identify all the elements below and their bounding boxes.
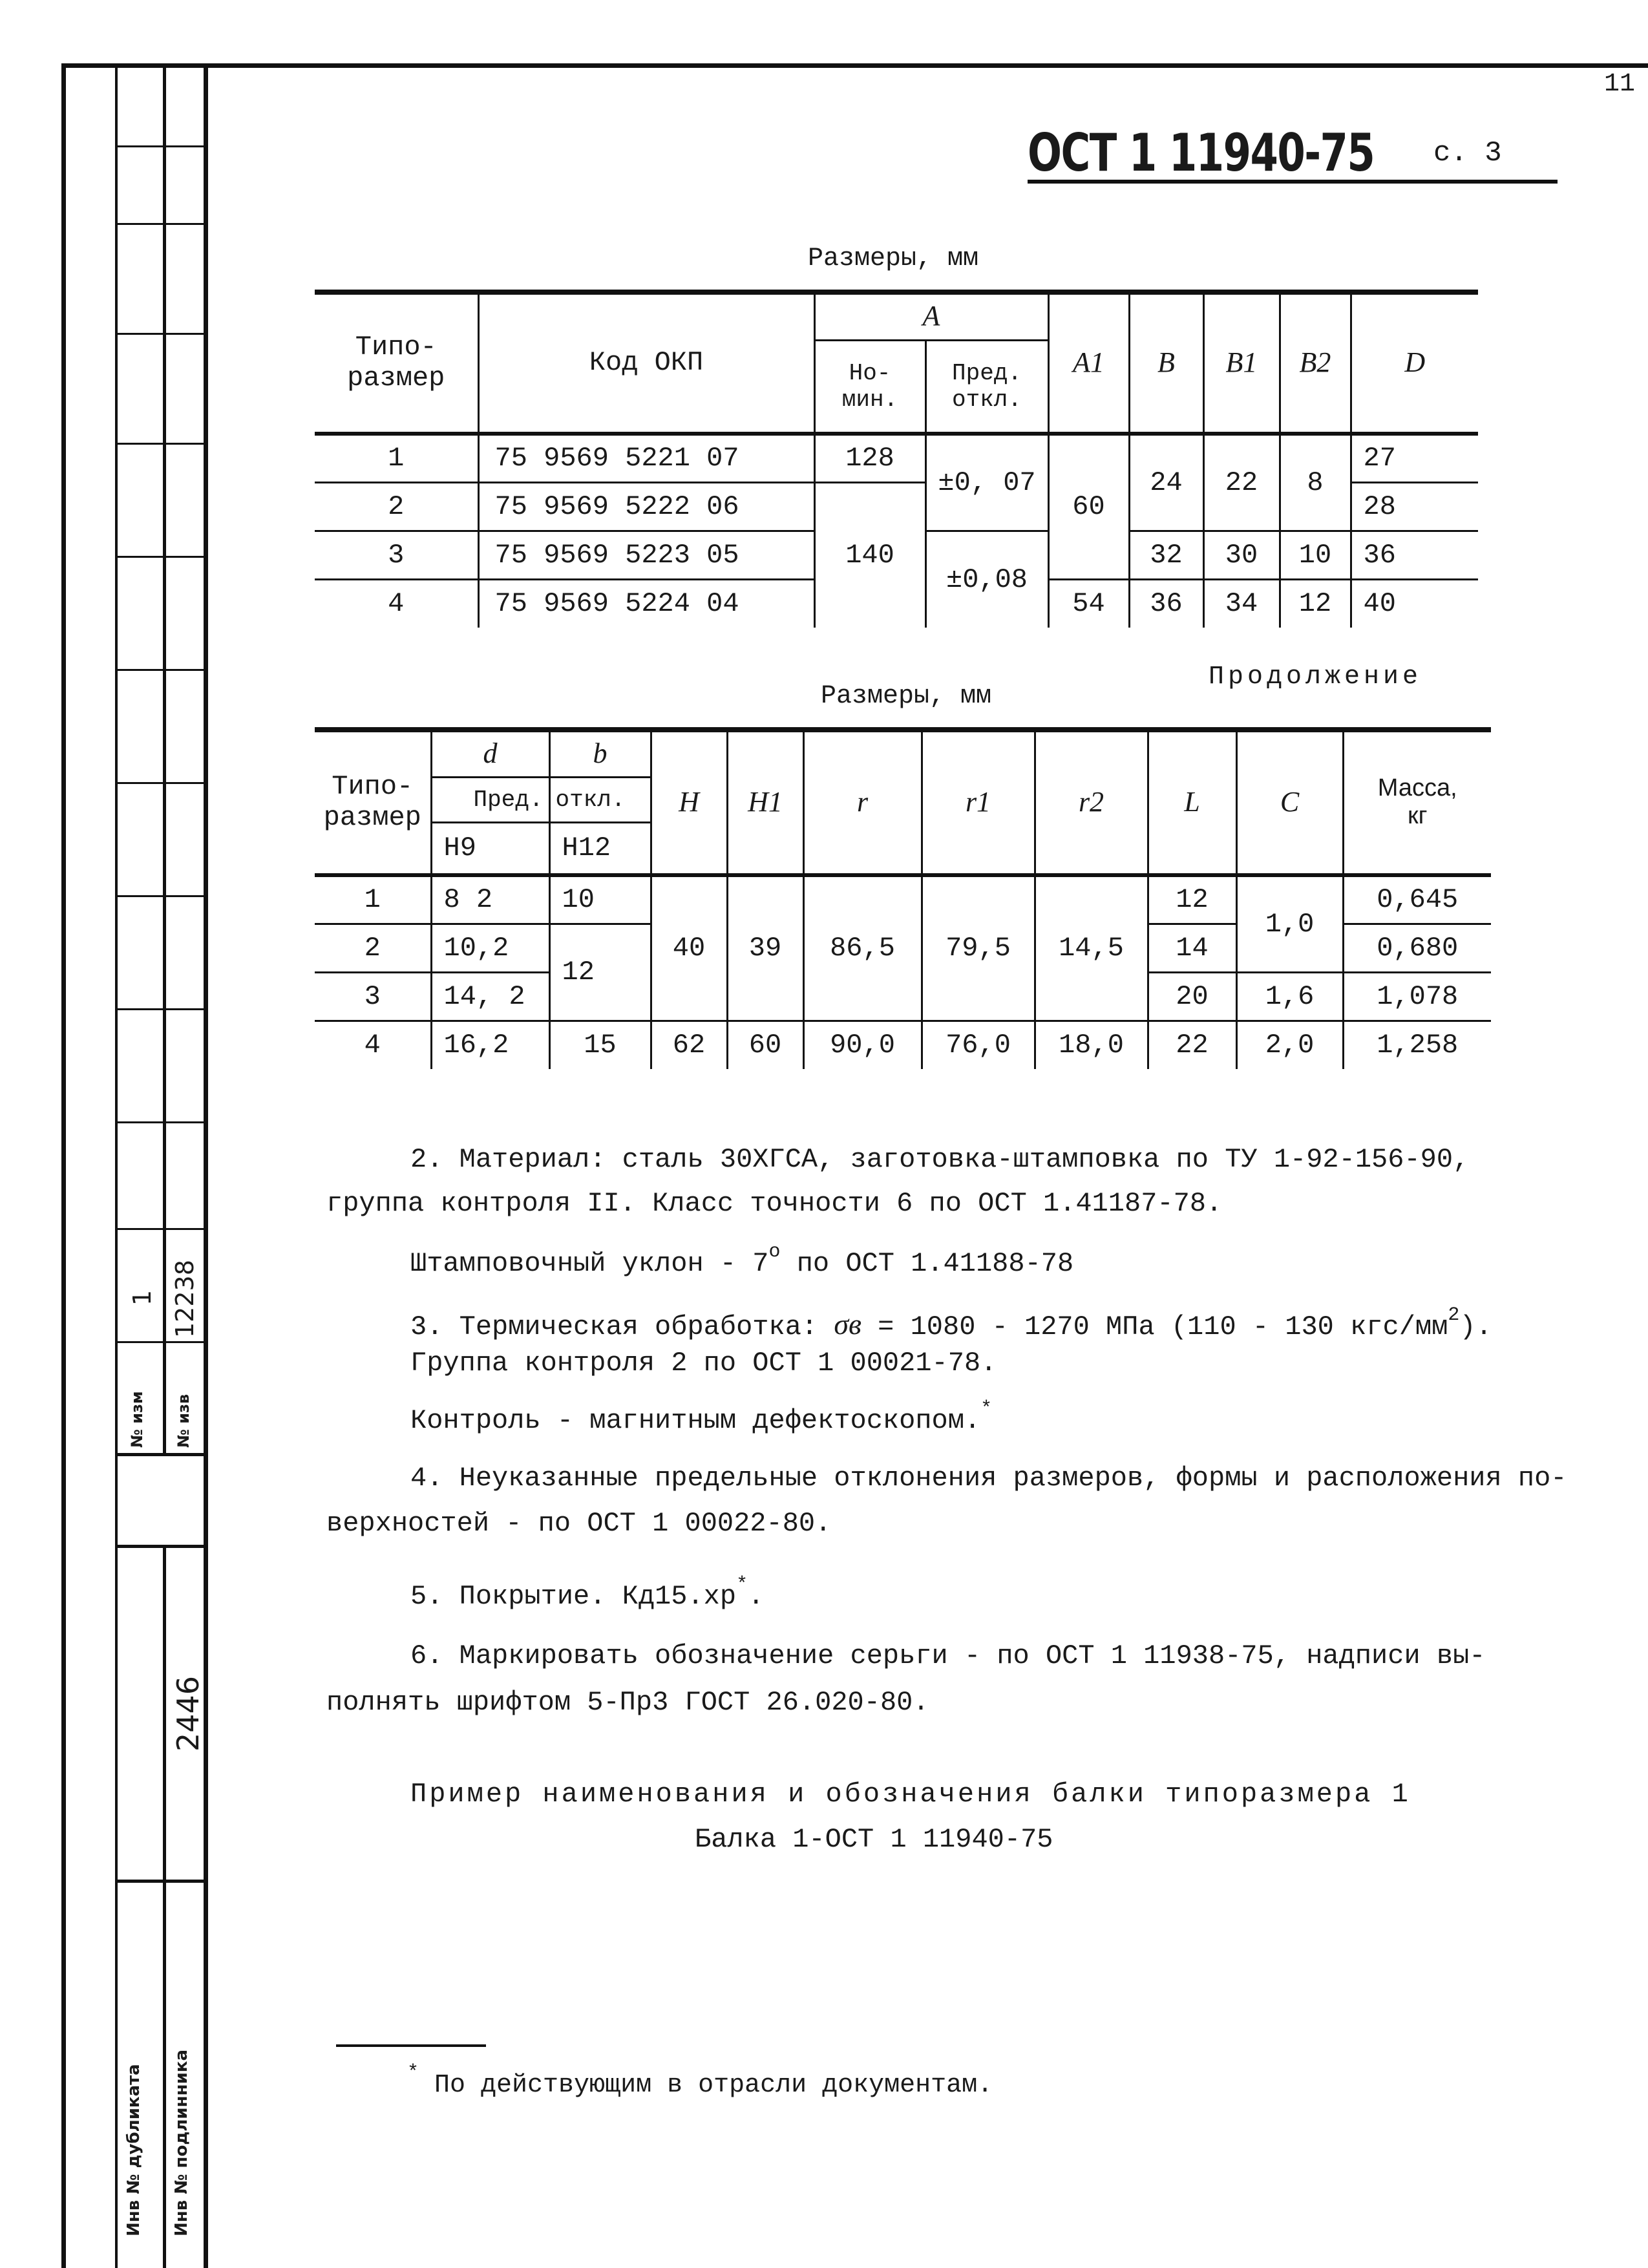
t2-r1-size: 1 [315, 875, 431, 924]
t1-header-A-deviation: Пред. откл. [925, 340, 1048, 434]
note-4-line-2: верхностей - по ОСТ 1 00022-80. [326, 1508, 832, 1539]
t1-r3-B2: 10 [1280, 531, 1351, 579]
t2-r3-d: 14, 2 [431, 972, 549, 1021]
table2-continuation: Продолжение [1209, 662, 1422, 692]
t1-r3-code: 75 9569 5223 05 [478, 531, 814, 579]
frame-left-border [61, 63, 66, 2268]
t2-r2-mass: 0,680 [1343, 924, 1491, 972]
t1-r2-size: 2 [315, 482, 478, 531]
t2-r4-r1: 76,0 [922, 1021, 1035, 1069]
t2-r3-C: 1,6 [1236, 972, 1343, 1021]
note-6-line-1: 6. Маркировать обозначение серьги - по ОСТ 1 11938-75, надписи вы- [410, 1640, 1486, 1671]
t1-r1-D: 27 [1351, 434, 1478, 482]
table2-caption: Размеры, мм [821, 682, 992, 711]
footnote-rule [336, 2044, 486, 2047]
t1-r4-B2: 12 [1280, 579, 1351, 628]
change-number: 1 [128, 1289, 156, 1306]
notice-number: 12238 [171, 1260, 199, 1338]
t2-r1-r2: 14,5 [1035, 875, 1148, 1021]
t2-header-r: r [803, 730, 922, 875]
inventory-original-number: 2446 [171, 1675, 206, 1752]
table2 [315, 730, 1491, 1069]
t1-r4-D: 40 [1351, 579, 1478, 628]
t1-header-code: Код ОКП [478, 293, 814, 434]
t2-header-r1: r1 [922, 730, 1035, 875]
t1-r4-B1: 34 [1203, 579, 1280, 628]
t2-header-dev-left: Пред. [431, 777, 549, 822]
t1-r1-A1: 60 [1048, 434, 1129, 579]
t1-r2-D: 28 [1351, 482, 1478, 531]
table1 [315, 293, 1478, 628]
t2-r4-d: 16,2 [431, 1021, 549, 1069]
t2-r1-r: 86,5 [803, 875, 922, 1021]
label-inventory-original: Инв № подлинника [172, 2050, 191, 2236]
t2-r1-b: 10 [549, 875, 651, 924]
t1-header-A1: A1 [1048, 293, 1129, 434]
t2-r1-L: 12 [1148, 875, 1236, 924]
t2-r4-r2: 18,0 [1035, 1021, 1148, 1069]
t1-r1-B: 24 [1129, 434, 1203, 531]
t2-r1-C: 1,0 [1236, 875, 1343, 972]
t2-r1-H: 40 [651, 875, 727, 1021]
t1-header-A: A [814, 293, 1048, 340]
t2-header-L: L [1148, 730, 1236, 875]
t2-header-r2: r2 [1035, 730, 1148, 875]
t2-r1-r1: 79,5 [922, 875, 1035, 1021]
t1-header-B2: B2 [1280, 293, 1351, 434]
t2-header-b: b [549, 730, 651, 777]
t1-r3-size: 3 [315, 531, 478, 579]
t2-r4-H: 62 [651, 1021, 727, 1069]
t2-header-H: H [651, 730, 727, 875]
t2-header-dev-right: откл. [549, 777, 651, 822]
t1-header-A-nominal: Но- мин. [814, 340, 925, 434]
t2-header-size: Типо- размер [315, 730, 431, 875]
t1-r3-B: 32 [1129, 531, 1203, 579]
t2-r2-size: 2 [315, 924, 431, 972]
t1-r1-size: 1 [315, 434, 478, 482]
t1-r3-A-nom: 140 [814, 482, 925, 628]
t1-r4-size: 4 [315, 579, 478, 628]
label-change-no: № изм [128, 1391, 146, 1448]
table-row [315, 434, 1478, 482]
t1-r2-code: 75 9569 5222 06 [478, 482, 814, 531]
t1-r1-code: 75 9569 5221 07 [478, 434, 814, 482]
t1-r3-B1: 30 [1203, 531, 1280, 579]
t1-r1-B1: 22 [1203, 434, 1280, 531]
note-3-line-2: Группа контроля 2 по ОСТ 1 00021-78. [410, 1348, 997, 1379]
t1-r4-B: 36 [1129, 579, 1203, 628]
t2-r2-d: 10,2 [431, 924, 549, 972]
t1-r4-code: 75 9569 5224 04 [478, 579, 814, 628]
label-inventory-duplicate: Инв № дубликата [124, 2064, 143, 2236]
note-5: 5. Покрытие. Кд15.хр*. [410, 1574, 765, 1612]
t1-r3-D: 36 [1351, 531, 1478, 579]
t1-r1-A-dev: ±0, 07 [925, 434, 1048, 531]
t2-r1-mass: 0,645 [1343, 875, 1491, 924]
t2-r3-size: 3 [315, 972, 431, 1021]
t2-r4-r: 90,0 [803, 1021, 922, 1069]
t2-r4-L: 22 [1148, 1021, 1236, 1069]
note-3-line-3: Контроль - магнитным дефектоскопом.* [410, 1398, 993, 1436]
frame-top-border [61, 63, 1648, 68]
t2-header-C: C [1236, 730, 1343, 875]
t2-r2-L: 14 [1148, 924, 1236, 972]
t2-r3-L: 20 [1148, 972, 1236, 1021]
page-number: 11 [1603, 70, 1635, 99]
note-2-line-1: 2. Материал: сталь 30ХГСА, заготовка-штамповка по ТУ 1-92-156-90, [410, 1144, 1470, 1175]
note-3-line-1: 3. Термическая обработка: σв = 1080 - 1270 МПа (110 - 130 кгс/$мм^2$). [410, 1304, 1492, 1342]
label-notice-no: № изв [174, 1394, 193, 1448]
t2-r4-C: 2,0 [1236, 1021, 1343, 1069]
note-6-line-2: полнять шрифтом 5-Пр3 ГОСТ 26.020-80. [326, 1687, 929, 1718]
t2-header-H1: H1 [727, 730, 803, 875]
footnote: * По действующим в отрасли документам. [407, 2062, 993, 2100]
t2-r4-b: 15 [549, 1021, 651, 1069]
t1-r1-A-nom: 128 [814, 434, 925, 482]
t2-r4-H1: 60 [727, 1021, 803, 1069]
header-page: с. 3 [1433, 137, 1502, 169]
header-underline [1028, 180, 1558, 184]
t2-r3-mass: 1,078 [1343, 972, 1491, 1021]
t1-r4-A1: 54 [1048, 579, 1129, 628]
example-designation: Балка 1-ОСТ 1 11940-75 [695, 1824, 1053, 1855]
note-2-line-2: группа контроля II. Класс точности 6 по ОСТ 1.41187-78. [326, 1188, 1223, 1219]
standard-designation: ОСТ 1 11940-75 [1028, 123, 1375, 183]
t2-header-d: d [431, 730, 549, 777]
t1-header-B: B [1129, 293, 1203, 434]
t2-r2-b: 12 [549, 924, 651, 1021]
t2-r4-size: 4 [315, 1021, 431, 1069]
example-title: Пример наименования и обозначения балки типоразмера 1 [410, 1779, 1411, 1810]
t1-r1-B2: 8 [1280, 434, 1351, 531]
t1-header-size: Типо- размер [315, 293, 478, 434]
t2-header-H12: H12 [549, 822, 651, 875]
t2-r1-H1: 39 [727, 875, 803, 1021]
t2-header-mass: Масса, кг [1343, 730, 1491, 875]
t2-r1-d: 8 2 [431, 875, 549, 924]
t1-header-B1: B1 [1203, 293, 1280, 434]
note-4-line-1: 4. Неуказанные предельные отклонения размеров, формы и расположения по- [410, 1463, 1567, 1494]
t1-r3-A-dev: ±0,08 [925, 531, 1048, 628]
t2-header-H9: H9 [431, 822, 549, 875]
table-row [315, 875, 1491, 924]
t2-r4-mass: 1,258 [1343, 1021, 1491, 1069]
table1-caption: Размеры, мм [808, 244, 979, 273]
table-row [315, 1021, 1491, 1069]
note-2-line-3: Штамповочный уклон - $7^о$ по ОСТ 1.41188-78 [410, 1241, 1074, 1279]
t1-header-D: D [1351, 293, 1478, 434]
